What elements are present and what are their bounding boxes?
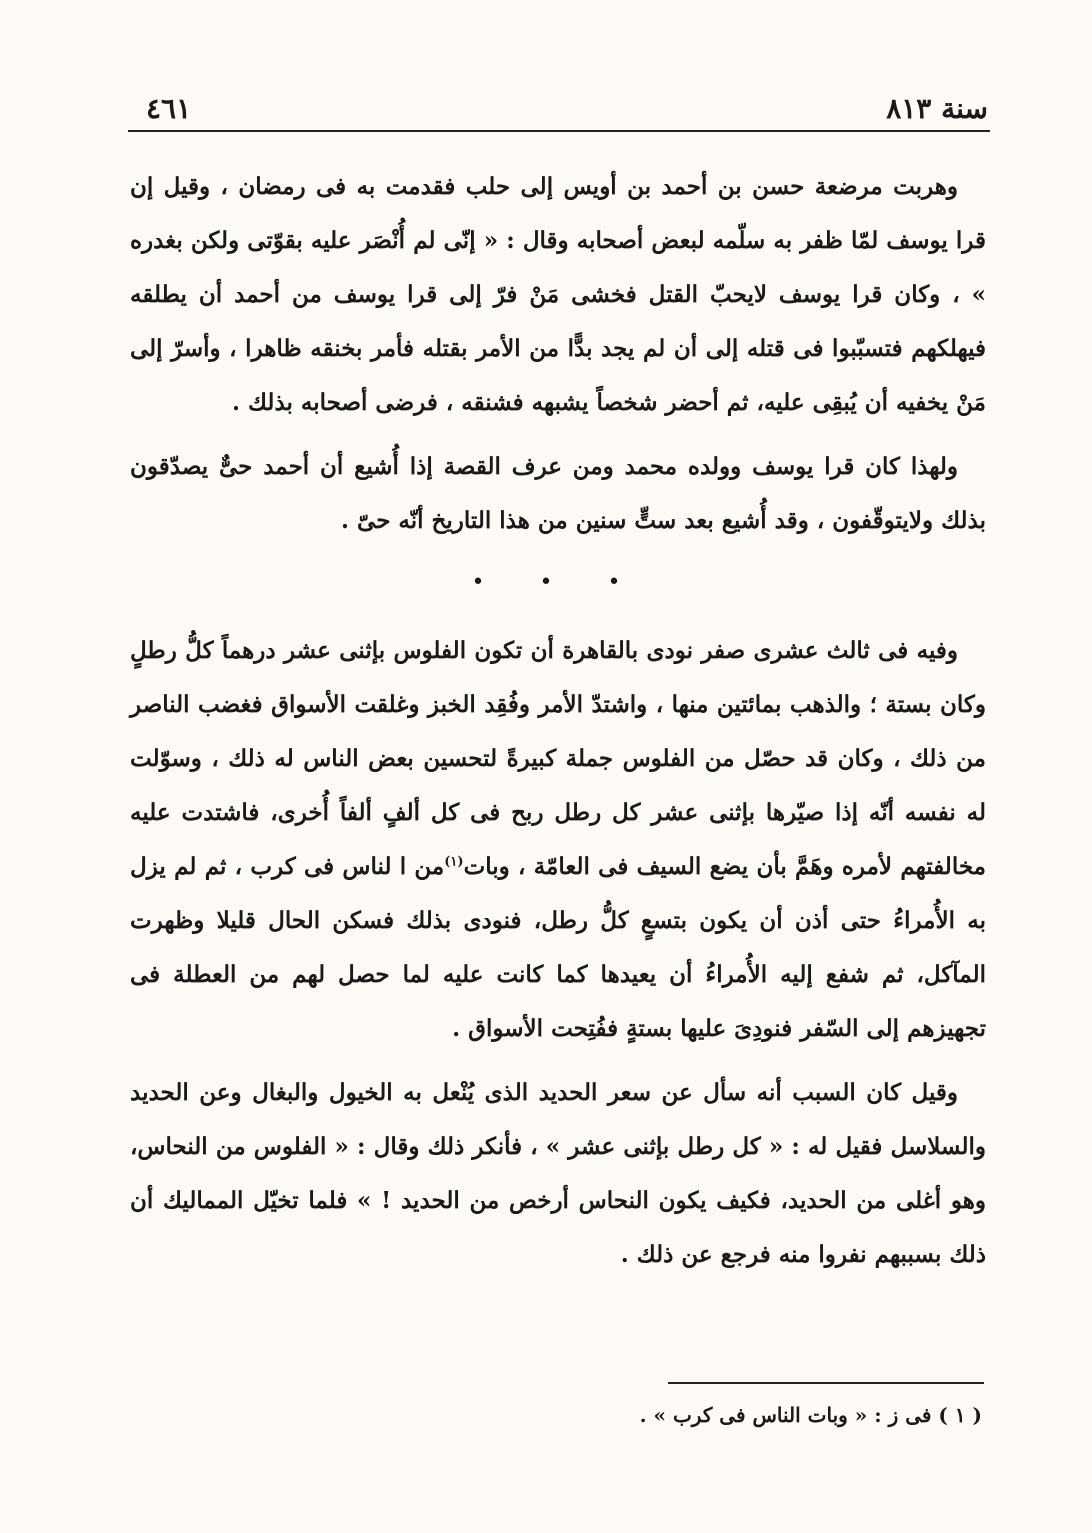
footnote-rule (668, 1382, 984, 1384)
footnote: ( ١ ) فى ز : « وبات الناس فى كرب » . (639, 1403, 982, 1427)
paragraph-1: وهربت مرضعة حسن بن أحمد بن أويس إلى حلب فقدمت به فى رمضان ، وقيل إن قرا يوسف لمّا ظفر به سلّمه لبعض أصحابه وقال : « إنّى لم أُنْصَر عليه بقوّتى ولكن بغدره » ، وكان قرا يوسف لايحبّ القتل فخشى مَنْ فرّ إلى قرا يوسف من أحمد أن يطلقه فيهلكهم فتسبّبوا فى قتله إلى أن لم يجد بدًّا من الأمر بقتله فأمر بخنقه ظاهرا ، وأسرّ إلى مَنْ يخفيه أن يُبقِى عليه، ثم أحضر شخصاً يشبهه فشنقه ، فرضى أصحابه بذلك . (130, 173, 986, 416)
running-head-year: سنة ٨١٣ (886, 92, 988, 125)
paragraph-3 (130, 624, 986, 1056)
page-header (128, 92, 988, 132)
header-rule (128, 130, 990, 132)
footnote-reference[interactable]: (١) (444, 854, 464, 870)
body-text (130, 160, 986, 1292)
section-separator: • • • (471, 570, 645, 595)
paragraph-4: وقيل كان السبب أنه سأل عن سعر الحديد الذى يُنْعل به الخيول والبغال وعن الحديد والسلاسل فقيل له : « كل رطل بإثنى عشر » ، فأنكر ذلك وقال : « الفلوس من النحاس، وهو أغلى من الحديد، فكيف يكون النحاس أرخص من الحديد ! » فلما تخيّل المماليك أن ذلك بسببهم نفروا منه فرجع عن ذلك . (130, 1079, 986, 1268)
page-number: ٤٦١ (146, 92, 192, 125)
paragraph-2: ولهذا كان قرا يوسف وولده محمد ومن عرف القصة إذا أُشيع أن أحمد حىٌّ يصدّقون بذلك ولايتوقّفون ، وقد أُشيع بعد ستٍّ سنين من هذا التاريخ أنّه حىّ . (130, 453, 986, 534)
paragraph-3-part-2: من ا لناس فى كرب ، ثم لم يزل به الأُمراءُ حتى أذن أن يكون بتسعٍ كلُّ رطل، فنودى بذلك فسكن الحال قليلا وظهرت المآكل، ثم شفع إليه الأُمراءُ أن يعيدها كما كانت عليه لما حصل لهم من العطلة فى تجهيزهم إلى السّفر فنودِىَ عليها بستةٍ ففُتِحت الأسواق . (130, 853, 986, 1042)
paragraph-3-part-1: وفيه فى ثالث عشرى صفر نودى بالقاهرة أن تكون الفلوس بإثنى عشر درهماً كلُّ رطلٍ وكان بستة ؛ والذهب بمائتين منها ، واشتدّ الأمر وفُقِد الخبز وغلقت الأسواق فغضب الناصر من ذلك ، وكان قد حصّل من الفلوس جملة كبيرةً لتحسين بعض الناس له ذلك ، وسوّلت له نفسه أنّه إذا صيّرها بإثنى عشر كل رطل ربح فى كل ألفٍ ألفاً أُخرى، فاشتدت عليه مخالفتهم لأمره وهَمَّ بأن يضع السيف فى العامّة ، وبات (130, 637, 986, 880)
